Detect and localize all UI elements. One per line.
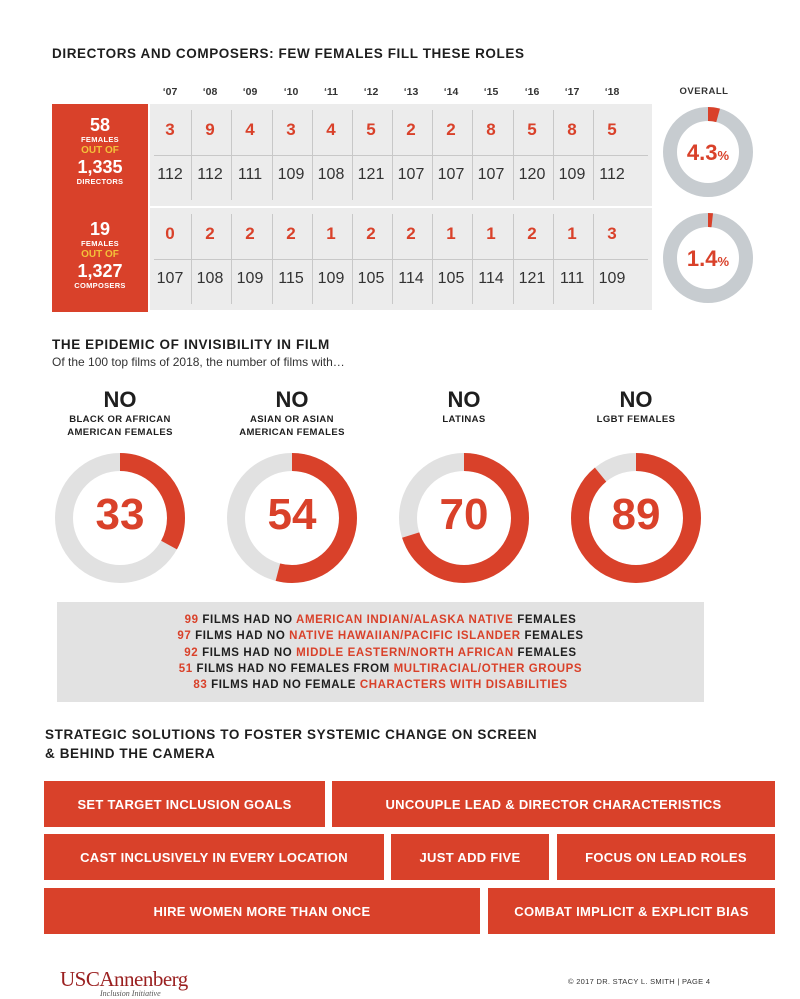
- total-count-cell: 114: [478, 270, 504, 287]
- donut-caption-line1: LATINAS: [442, 414, 486, 425]
- total-count-cell: 121: [518, 270, 546, 287]
- total-count-cell: 111: [237, 166, 263, 183]
- footer-credit: © 2017 DR. STACY L. SMITH | PAGE 4: [568, 977, 711, 986]
- row-divider: [154, 259, 648, 260]
- solution-just-add-five: JUST ADD FIVE: [391, 834, 549, 880]
- female-count-cell: 2: [245, 224, 255, 243]
- donut-value: 70: [439, 490, 489, 539]
- fact-pre: FILMS HAD NO: [191, 630, 290, 643]
- female-count-cell: 2: [446, 120, 456, 139]
- total-count-cell: 107: [437, 166, 465, 183]
- total-count-cell: 112: [197, 166, 223, 183]
- section-solutions-title-line1: STRATEGIC SOLUTIONS TO FOSTER SYSTEMIC CHANGE ON SCREEN: [45, 727, 538, 742]
- female-count-cell: 1: [567, 224, 577, 243]
- year-label: ‘17: [564, 86, 580, 98]
- donut-caption-line1: LGBT FEMALES: [596, 414, 676, 425]
- directors-female-count: 58: [89, 115, 111, 135]
- female-count-cell: 9: [205, 120, 215, 139]
- female-count-cell: 2: [406, 120, 416, 139]
- solution-combat-bias: COMBAT IMPLICIT & EXPLICIT BIAS: [488, 888, 775, 934]
- solution-hire-women-again: HIRE WOMEN MORE THAN ONCE: [44, 888, 480, 934]
- year-label: ‘15: [483, 86, 499, 98]
- female-count-cell: 5: [366, 120, 376, 139]
- fact-num: 51: [178, 662, 193, 675]
- year-label: ‘09: [242, 86, 258, 98]
- fact-post: FEMALES: [513, 646, 577, 659]
- fact-highlight: MULTIRACIAL/OTHER GROUPS: [393, 662, 583, 675]
- composers-role-label: COMPOSERS: [74, 281, 126, 290]
- fact-highlight: AMERICAN INDIAN/ALASKA NATIVE: [296, 614, 514, 626]
- year-label: ‘11: [323, 86, 339, 98]
- female-count-cell: 2: [286, 224, 296, 243]
- composers-female-count: 19: [89, 219, 111, 239]
- total-count-cell: 108: [196, 270, 224, 287]
- fact-highlight: CHARACTERS WITH DISABILITIES: [359, 679, 568, 692]
- female-count-cell: 2: [366, 224, 376, 243]
- female-count-cell: 4: [245, 120, 255, 139]
- donut-caption-line2: AMERICAN FEMALES: [67, 427, 173, 438]
- female-count-cell: 5: [607, 120, 617, 139]
- female-count-cell: 5: [527, 120, 537, 139]
- solution-set-target-goals: SET TARGET INCLUSION GOALS: [44, 781, 325, 827]
- logo-subtitle: Inclusion Initiative: [100, 989, 161, 998]
- fact-pre: FILMS HAD NO FEMALES FROM: [192, 662, 394, 675]
- directors-year-grid: [150, 104, 652, 206]
- fact-num: 83: [193, 679, 208, 692]
- percent-value: 1.4: [686, 246, 718, 271]
- total-count-cell: 112: [157, 166, 183, 183]
- female-count-cell: 4: [326, 120, 336, 139]
- logo-annenberg: Annenberg: [99, 967, 188, 991]
- composers-summary-box: [52, 208, 148, 312]
- composers-overall-percent: [668, 246, 748, 272]
- composers-year-grid: [150, 208, 652, 310]
- female-count-cell: 1: [486, 224, 496, 243]
- directors-total: 1,335: [77, 157, 123, 177]
- fact-line: [57, 647, 704, 659]
- year-label: ‘08: [202, 86, 218, 98]
- year-label: ‘13: [403, 86, 419, 98]
- out-of-label: OUT OF: [81, 249, 119, 260]
- solution-cast-inclusively: CAST INCLUSIVELY IN EVERY LOCATION: [44, 834, 384, 880]
- section-invisibility-subtitle: Of the 100 top films of 2018, the number of films with…: [52, 355, 345, 369]
- year-label: ‘18: [604, 86, 620, 98]
- fact-pre: FILMS HAD NO: [198, 646, 297, 659]
- directors-overall-percent: [668, 140, 748, 166]
- fact-pre: FILMS HAD NO: [198, 614, 297, 626]
- percent-unit: %: [717, 254, 730, 269]
- donut-no-label: NO: [447, 387, 481, 412]
- total-count-cell: 105: [437, 270, 465, 287]
- total-count-cell: 114: [398, 270, 424, 287]
- total-count-cell: 109: [317, 270, 345, 287]
- female-count-cell: 0: [165, 224, 175, 243]
- total-count-cell: 112: [599, 166, 625, 183]
- donut-caption-line2: AMERICAN FEMALES: [239, 427, 345, 438]
- donut-value: 33: [95, 490, 145, 539]
- donut-no-label: NO: [619, 387, 653, 412]
- total-count-cell: 105: [357, 270, 385, 287]
- fact-highlight: NATIVE HAWAIIAN/PACIFIC ISLANDER: [289, 630, 521, 643]
- females-label: FEMALES: [81, 135, 119, 144]
- directors-role-label: DIRECTORS: [76, 177, 124, 186]
- female-count-cell: 2: [406, 224, 416, 243]
- total-count-cell: 109: [236, 270, 264, 287]
- fact-highlight: MIDDLE EASTERN/NORTH AFRICAN: [296, 646, 514, 659]
- donut-no-label: NO: [103, 387, 137, 412]
- total-count-cell: 107: [156, 270, 184, 287]
- female-count-cell: 3: [607, 224, 617, 243]
- female-count-cell: 1: [326, 224, 336, 243]
- total-count-cell: 115: [278, 270, 304, 287]
- total-count-cell: 108: [317, 166, 345, 183]
- section-directors-title: DIRECTORS AND COMPOSERS: FEW FEMALES FILL THESE ROLES: [52, 46, 525, 61]
- total-count-cell: 109: [277, 166, 305, 183]
- female-count-cell: 3: [165, 120, 175, 139]
- fact-post: FEMALES: [520, 630, 584, 643]
- total-count-cell: 120: [518, 166, 546, 183]
- fact-num: 92: [184, 646, 199, 659]
- total-count-cell: 109: [558, 166, 586, 183]
- solution-focus-lead-roles: FOCUS ON LEAD ROLES: [557, 834, 775, 880]
- total-count-cell: 121: [357, 166, 385, 183]
- fact-num: 97: [177, 630, 192, 643]
- section-invisibility-title: THE EPIDEMIC OF INVISIBILITY IN FILM: [52, 337, 330, 352]
- donut-value: 89: [611, 490, 661, 539]
- total-count-cell: 107: [477, 166, 505, 183]
- fact-line: [57, 663, 704, 675]
- total-count-cell: 107: [397, 166, 425, 183]
- female-count-cell: 2: [205, 224, 215, 243]
- donut-caption-line1: BLACK OR AFRICAN: [69, 414, 171, 425]
- fact-post: FEMALES: [513, 614, 577, 626]
- total-count-cell: 109: [598, 270, 626, 287]
- donut-caption-line1: ASIAN OR ASIAN: [250, 414, 334, 425]
- percent-value: 4.3: [686, 140, 718, 165]
- overall-label: OVERALL: [679, 86, 729, 97]
- female-count-cell: 1: [446, 224, 456, 243]
- directors-summary-box: [52, 104, 148, 208]
- female-count-cell: 8: [567, 120, 577, 139]
- fact-line: [57, 614, 704, 626]
- composers-total: 1,327: [77, 261, 123, 281]
- out-of-label: OUT OF: [81, 145, 119, 156]
- percent-unit: %: [717, 148, 730, 163]
- facts-box: [57, 602, 704, 702]
- fact-pre: FILMS HAD NO FEMALE: [207, 679, 360, 692]
- year-label: ‘12: [363, 86, 379, 98]
- fact-line: [57, 679, 704, 691]
- year-label: ‘16: [524, 86, 540, 98]
- year-label: ‘14: [443, 86, 459, 98]
- solution-uncouple-lead-director: UNCOUPLE LEAD & DIRECTOR CHARACTERISTICS: [332, 781, 775, 827]
- female-count-cell: 8: [486, 120, 496, 139]
- logo-usc: USC: [60, 967, 100, 991]
- female-count-cell: 2: [527, 224, 537, 243]
- year-label: ‘07: [162, 86, 178, 98]
- donut-no-label: NO: [275, 387, 309, 412]
- year-label: ‘10: [283, 86, 299, 98]
- total-count-cell: 111: [559, 270, 585, 287]
- fact-num: 99: [184, 614, 199, 626]
- section-solutions-title-line2: & BEHIND THE CAMERA: [45, 746, 216, 761]
- females-label: FEMALES: [81, 239, 119, 248]
- row-divider: [154, 155, 648, 156]
- female-count-cell: 3: [286, 120, 296, 139]
- year-header-row: [150, 86, 650, 100]
- donut-value: 54: [267, 490, 317, 539]
- fact-line: [57, 630, 704, 642]
